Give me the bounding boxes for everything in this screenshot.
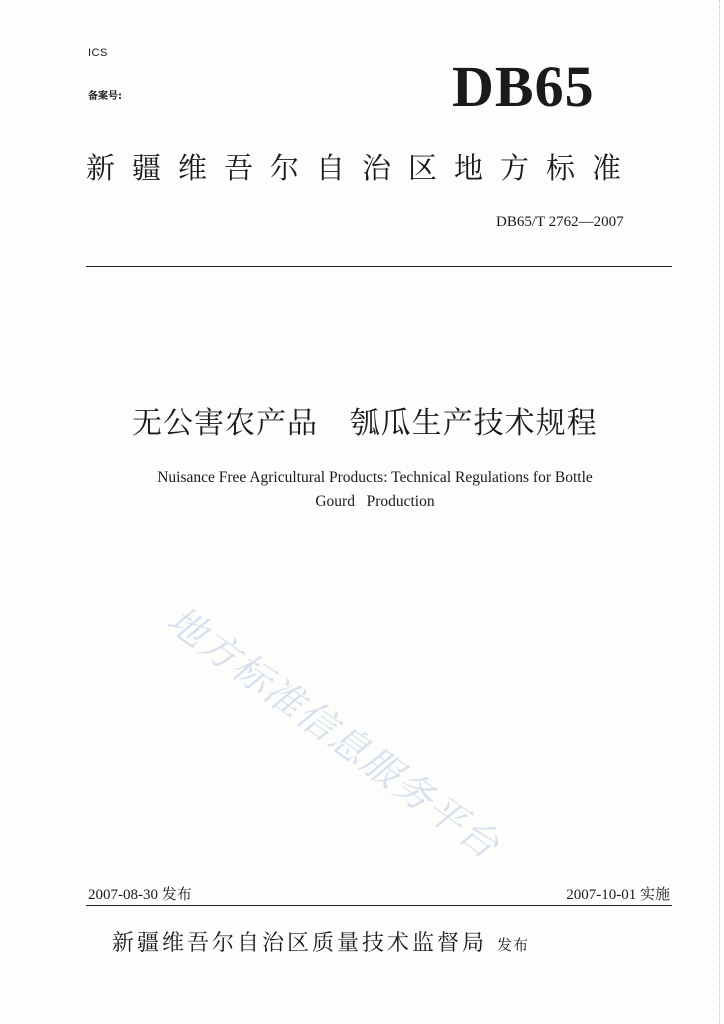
- standard-number: DB65/T 2762—2007: [496, 214, 624, 230]
- issuer: [112, 926, 529, 957]
- bottom-divider: [86, 905, 672, 906]
- issuer-suffix: 发布: [497, 936, 530, 954]
- top-divider: [86, 266, 672, 267]
- title-english: [110, 466, 640, 514]
- implementation-date: 2007-10-01 实施: [566, 887, 670, 903]
- issue-date: 2007-08-30 发布: [88, 887, 192, 903]
- title-english-line-2: Gourd Production: [315, 493, 435, 510]
- standard-type-heading: 新疆维吾尔自治区地方标准: [86, 151, 639, 185]
- scan-edge: [716, 0, 720, 1024]
- title-chinese: 无公害农产品 瓠瓜生产技术规程: [132, 406, 598, 441]
- ics-label: ICS: [88, 47, 108, 59]
- record-number-label: 备案号:: [88, 91, 122, 102]
- db-logo: DB65: [452, 54, 595, 119]
- title-english-line-1: Nuisance Free Agricultural Products: Technical Regulations for Bottle: [157, 469, 593, 486]
- issuer-name: 新疆维吾尔自治区质量技术监督局: [112, 931, 488, 956]
- watermark: 地方标准信息服务平台: [158, 597, 509, 869]
